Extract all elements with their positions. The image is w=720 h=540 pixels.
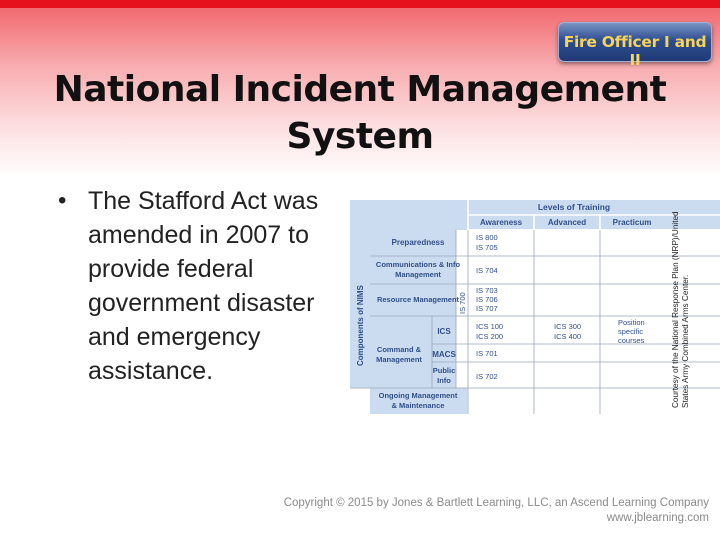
footer-website: www.jblearning.com xyxy=(606,512,709,524)
cell-is707: IS 707 xyxy=(476,304,498,313)
footer xyxy=(280,496,709,526)
cell-is703: IS 703 xyxy=(476,286,498,295)
slide-title: National Incident Management System xyxy=(53,69,667,157)
is700-label: IS 700 xyxy=(458,292,467,314)
figure-credit xyxy=(669,190,693,410)
cell-is705: IS 705 xyxy=(476,243,498,252)
nims-training-figure xyxy=(348,196,720,414)
row-label-communications-line2: Management xyxy=(395,270,441,279)
cell-ics300: ICS 300 xyxy=(554,322,582,331)
group-label-line1: Command & xyxy=(376,345,422,354)
footer-copyright: Copyright © 2015 by Jones & Bartlett Learning, LLC, an Ascend Learning Company xyxy=(283,497,709,509)
top-red-bar xyxy=(0,0,720,8)
cell-ics100: ICS 100 xyxy=(476,322,504,331)
row-label-resource-management: Resource Management xyxy=(376,295,460,304)
cell-ics200: ICS 200 xyxy=(476,332,504,341)
cell-position-line3: courses xyxy=(618,336,645,345)
cell-is706: IS 706 xyxy=(476,295,498,304)
levels-header: Levels of Training xyxy=(537,202,611,212)
bullet-item: The Stafford Act was amended in 2007 to provide federal government disaster and emergency assistance. xyxy=(88,187,319,385)
bullet-marker: • xyxy=(58,187,67,214)
course-badge-label: Fire Officer I and II xyxy=(563,33,707,69)
top-left-cell xyxy=(350,200,468,230)
row-label-macs: MACS xyxy=(432,350,456,359)
cell-position-line1: Position xyxy=(618,318,645,327)
row-label-preparedness: Preparedness xyxy=(391,238,445,247)
cell-is701: IS 701 xyxy=(476,349,498,358)
group-label-line2: Management xyxy=(376,355,422,364)
row-labels-column xyxy=(370,230,468,414)
row-label-ongoing-line1: Ongoing Management xyxy=(378,391,458,400)
cell-is800: IS 800 xyxy=(476,233,498,242)
col-advanced: Advanced xyxy=(547,218,587,227)
components-vertical-label: Components of NIMS xyxy=(356,285,365,366)
cell-is704: IS 704 xyxy=(476,266,498,275)
row-label-info: Info xyxy=(437,376,451,385)
row-label-ongoing-line2: & Maintenance xyxy=(391,401,445,410)
col-awareness: Awareness xyxy=(479,218,523,227)
course-badge xyxy=(558,22,712,69)
cell-ics400: ICS 400 xyxy=(554,332,582,341)
cell-position-line2: specific xyxy=(618,327,644,336)
row-label-communications-line1: Communications & Info xyxy=(375,260,461,269)
figure-credit-text: Courtesy of the National Response Plan (NRP)/United States Army Combined Arms Center. xyxy=(671,211,690,408)
row-label-public: Public xyxy=(432,366,456,375)
cell-is702: IS 702 xyxy=(476,372,498,381)
row-label-ics: ICS xyxy=(437,327,451,336)
col-practicum: Practicum xyxy=(612,218,652,227)
